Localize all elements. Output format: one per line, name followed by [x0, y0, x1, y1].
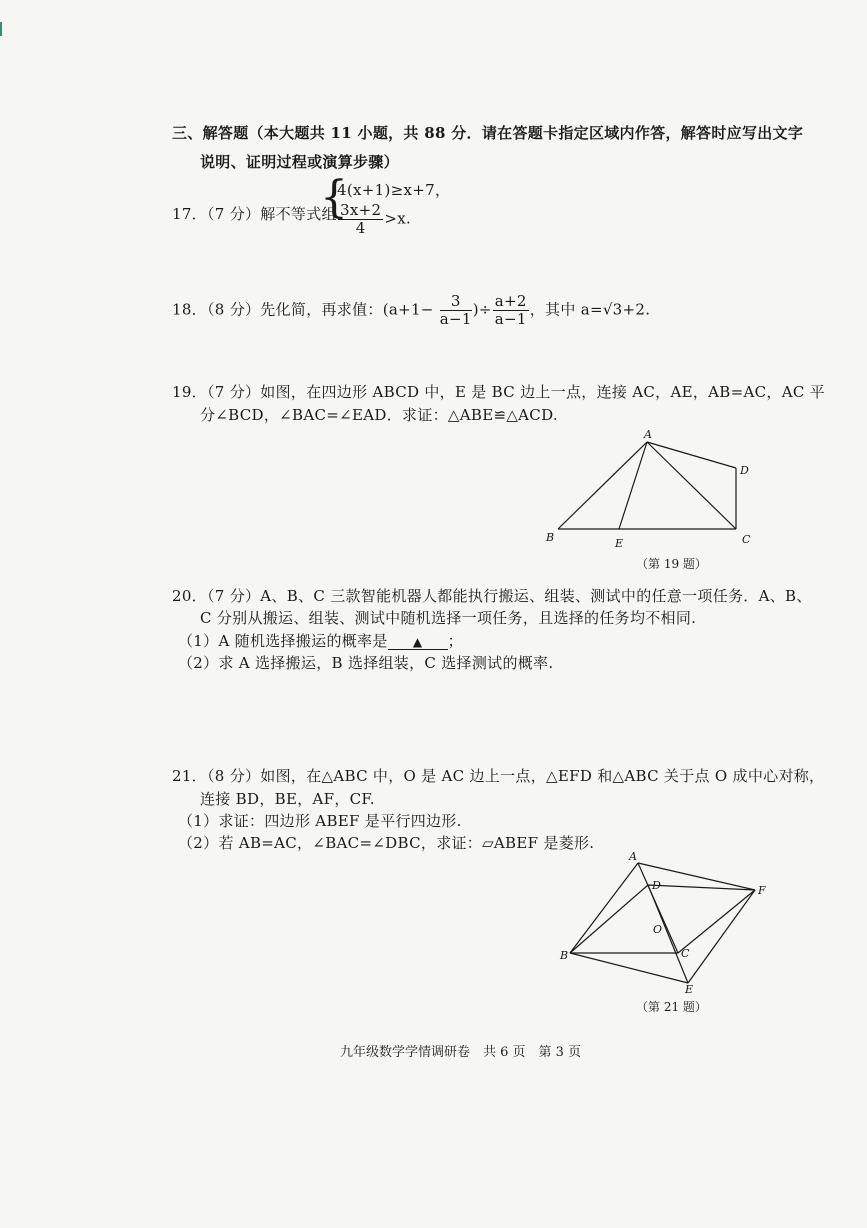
scan-mark	[0, 22, 2, 36]
q21-segment-ab	[570, 863, 638, 953]
q20-line-1: 20．（7 分）A、B、C 三款智能机器人都能执行搬运、组装、测试中的任意一项任务．A、B、	[172, 587, 812, 605]
page-footer: 九年级数学学情调研卷 共 6 页 第 3 页	[340, 1045, 582, 1060]
q21-line-1: 21．（8 分）如图，在△ABC 中，O 是 AC 边上一点，△EFD 和△ABC 关于点 O 成中心对称，	[172, 767, 825, 785]
q18-fraction-1: $\frac{3}{a-1}$	[439, 292, 472, 328]
q21-label-e: E	[685, 983, 694, 995]
q21-label-a: A	[629, 850, 637, 863]
q20-part-2: （2）求 A 选择搬运，B 选择组装，C 选择测试的概率.	[178, 654, 554, 672]
q19-label-c: C	[742, 533, 751, 546]
q21-label-o: O	[653, 923, 663, 936]
q21-label-c: C	[681, 947, 690, 960]
q19-label-b: B	[546, 531, 555, 544]
q21-label-b: B	[560, 949, 569, 962]
q17-inequality-2: $\frac{3x+2}{4}$ >x.	[340, 201, 412, 237]
q17-fraction: $\frac{3x+2}{4}$	[340, 201, 382, 237]
q18-fraction-2: $\frac{a+2}{a-1}$	[494, 292, 527, 328]
answer-blank: ▲	[388, 635, 448, 650]
q17-inequality-1: 4(x+1)≥x+7，	[337, 181, 451, 199]
q19-label-d: D	[740, 464, 749, 477]
q19-caption: （第 19 题）	[636, 557, 707, 571]
q21-part-1: （1）求证：四边形 ABEF 是平行四边形.	[178, 812, 462, 830]
q19-label-e: E	[615, 537, 624, 550]
q19-label-a: A	[644, 428, 652, 441]
section-heading-cont: 说明、证明过程或演算步骤）	[200, 153, 399, 171]
q19-line-1: 19．（7 分）如图，在四边形 ABCD 中，E 是 BC 边上一点，连接 AC，AE，AB=AC，AC 平	[172, 383, 825, 401]
q19-segment-ab	[558, 442, 647, 529]
q21-segment-be	[570, 953, 688, 983]
q21-label-f: F	[758, 884, 766, 897]
q18-expression: 18．（8 分）先化简，再求值：(a+1− $\frac{3}{a-1}$ )÷ $\frac{a+2}{a-1}$ ，其中 a=√3+2.	[172, 292, 651, 328]
q19-line-2: 分∠BCD，∠BAC=∠EAD．求证：△ABE≌△ACD.	[200, 406, 558, 424]
q21-segment-bd	[570, 885, 648, 953]
section-heading: 三、解答题（本大题共 11 小题，共 88 分．请在答题卡指定区域内作答，解答时应写出文字	[172, 124, 804, 142]
q21-figure	[550, 845, 780, 995]
q17-prefix: 17．（7 分）解不等式组	[172, 205, 337, 223]
q21-line-2: 连接 BD，BE，AF，CF.	[200, 790, 375, 808]
q21-caption: （第 21 题）	[636, 1000, 707, 1014]
q19-figure	[540, 425, 760, 550]
system-brace: {	[320, 172, 348, 223]
q21-part-2: （2）若 AB=AC，∠BAC=∠DBC，求证：▱ABEF 是菱形.	[178, 834, 595, 852]
q21-label-d: D	[652, 879, 661, 892]
q20-part-1: （1）A 随机选择搬运的概率是 ▲ ；	[178, 632, 463, 650]
q20-line-2: C 分别从搬运、组装、测试中随机选择一项任务，且选择的任务均不相同.	[200, 609, 697, 627]
